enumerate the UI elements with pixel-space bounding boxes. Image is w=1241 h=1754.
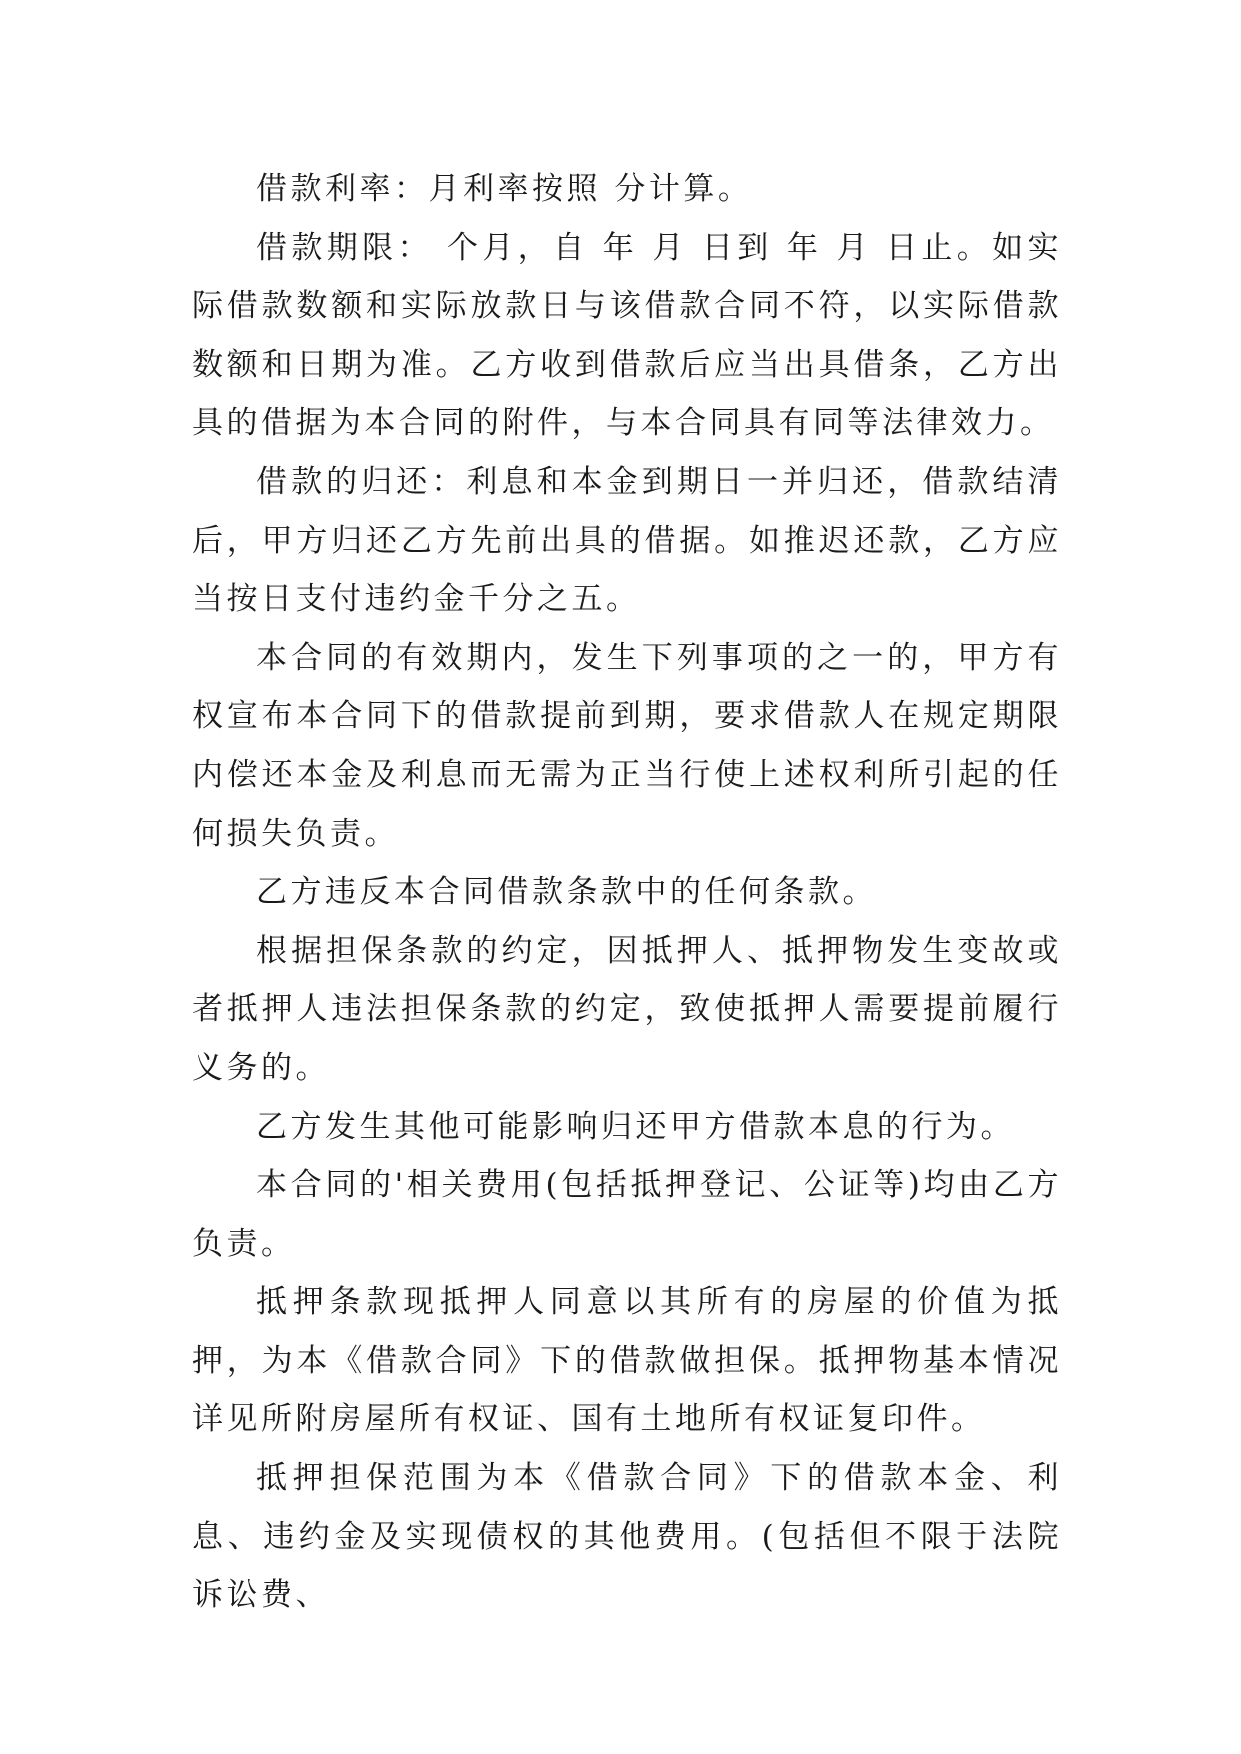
paragraph-loan-term: 借款期限： 个月，自 年 月 日到 年 月 日止。如实际借款数额和实际放款日与该借款合同不符，以实际借款数额和日期为准。乙方收到借款后应当出具借条，乙方出具的借据为本合同的附件，与本合同具有同等法律效力。 [192, 229, 1062, 442]
paragraph-repayment: 借款的归还：利息和本金到期日一并归还，借款结清后，甲方归还乙方先前出具的借据。如推迟还款，乙方应当按日支付违约金千分之五。 [192, 463, 1062, 618]
paragraph-fees: 本合同的'相关费用(包括抵押登记、公证等)均由乙方负责。 [192, 1167, 1062, 1262]
paragraph-mortgage-scope: 抵押担保范围为本《借款合同》下的借款本金、利息、违约金及实现债权的其他费用。(包括但不限于法院诉讼费、 [192, 1460, 1062, 1614]
paragraph-breach: 乙方违反本合同借款条款中的任何条款。 [256, 874, 877, 911]
document-body [192, 160, 1062, 1625]
paragraph-other-behavior: 乙方发生其他可能影响归还甲方借款本息的行为。 [256, 1108, 1015, 1145]
paragraph-mortgage-clause: 抵押条款现抵押人同意以其所有的房屋的价值为抵押，为本《借款合同》下的借款做担保。抵押物基本情况详见所附房屋所有权证、国有土地所有权证复印件。 [192, 1284, 1062, 1438]
paragraph-guarantee-event: 根据担保条款的约定，因抵押人、抵押物发生变故或者抵押人违法担保条款的约定，致使抵押人需要提前履行义务的。 [192, 932, 1062, 1086]
paragraph-acceleration: 本合同的有效期内，发生下列事项的之一的，甲方有权宣布本合同下的借款提前到期，要求借款人在规定期限内偿还本金及利息而无需为正当行使上述权利所引起的任何损失负责。 [192, 639, 1062, 852]
paragraph-interest-rate: 借款利率：月利率按照 分计算。 [256, 171, 753, 207]
